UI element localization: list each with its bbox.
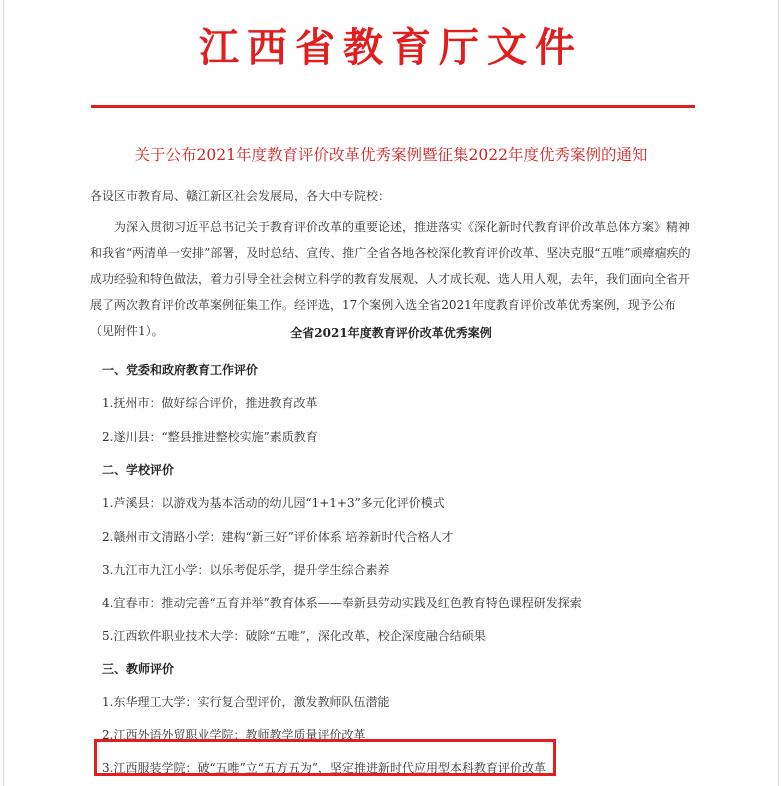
intro-paragraph: 为深入贯彻习近平总书记关于教育评价改革的重要论述，推进落实《深化新时代教育评价改革总体方案》精神和我省“两清单一安排”部署，及时总结、宣传、推广全省各地各校深化教育评价改革、坚决克服“五唯”顽瘴痼疾的成功经验和特色做法，着力引导全社会树立科学的教育发展观、人才成长观、选人用人观，去年，我们面向全省开展了两次教育评价改革案例征集工作。经评选，17个案例入选全省2021年度教育评价改革优秀案例，现予公布（见附件1）。 (90, 220, 691, 338)
section-heading-school: 二、学校评价 (102, 463, 175, 477)
case-item: 5.江西软件职业技术大学：破除“五唯”，深化改革，校企深度融合结硕果 (102, 629, 486, 643)
document-header-title: 江西省教育厅文件 (199, 24, 583, 71)
case-item: 2.赣州市文清路小学：建构“新三好”评价体系 培养新时代合格人才 (102, 530, 454, 544)
case-item: 2.遂川县：“整县推进整校实施”素质教育 (102, 430, 318, 444)
case-item: 1.东华理工大学：实行复合型评价，激发教师队伍潜能 (102, 695, 390, 709)
case-item: 1.抚州市：做好综合评价，推进教育改革 (102, 396, 318, 410)
salutation: 各设区市教育局、赣江新区社会发展局，各大中专院校： (90, 189, 391, 203)
case-item: 3.九江市九江小学：以乐考促乐学，提升学生综合素养 (102, 563, 390, 577)
case-list-title: 全省2021年度教育评价改革优秀案例 (290, 326, 492, 340)
case-item: 1.芦溪县：以游戏为基本活动的幼儿园“1+1+3”多元化评价模式 (102, 496, 445, 510)
highlight-box (94, 739, 556, 776)
case-item: 4.宜春市：推动完善“五育并举”教育体系——奉新县劳动实践及红色教育特色课程研发探索 (102, 596, 582, 610)
page-right-edge (778, 0, 779, 786)
header-red-rule (91, 105, 695, 108)
section-heading-party-government: 一、党委和政府教育工作评价 (102, 363, 259, 377)
case-item-highlighted: 3.江西服装学院：破“五唯”立“五方五为”，坚定推进新时代应用型本科教育评价改革 (102, 761, 546, 775)
case-item: 2.江西外语外贸职业学院：教师教学质量评价改革 (102, 728, 366, 742)
page-left-edge (3, 0, 4, 786)
notice-title: 关于公布2021年度教育评价改革优秀案例暨征集2022年度优秀案例的通知 (134, 146, 648, 164)
section-heading-teacher: 三、教师评价 (102, 662, 175, 676)
